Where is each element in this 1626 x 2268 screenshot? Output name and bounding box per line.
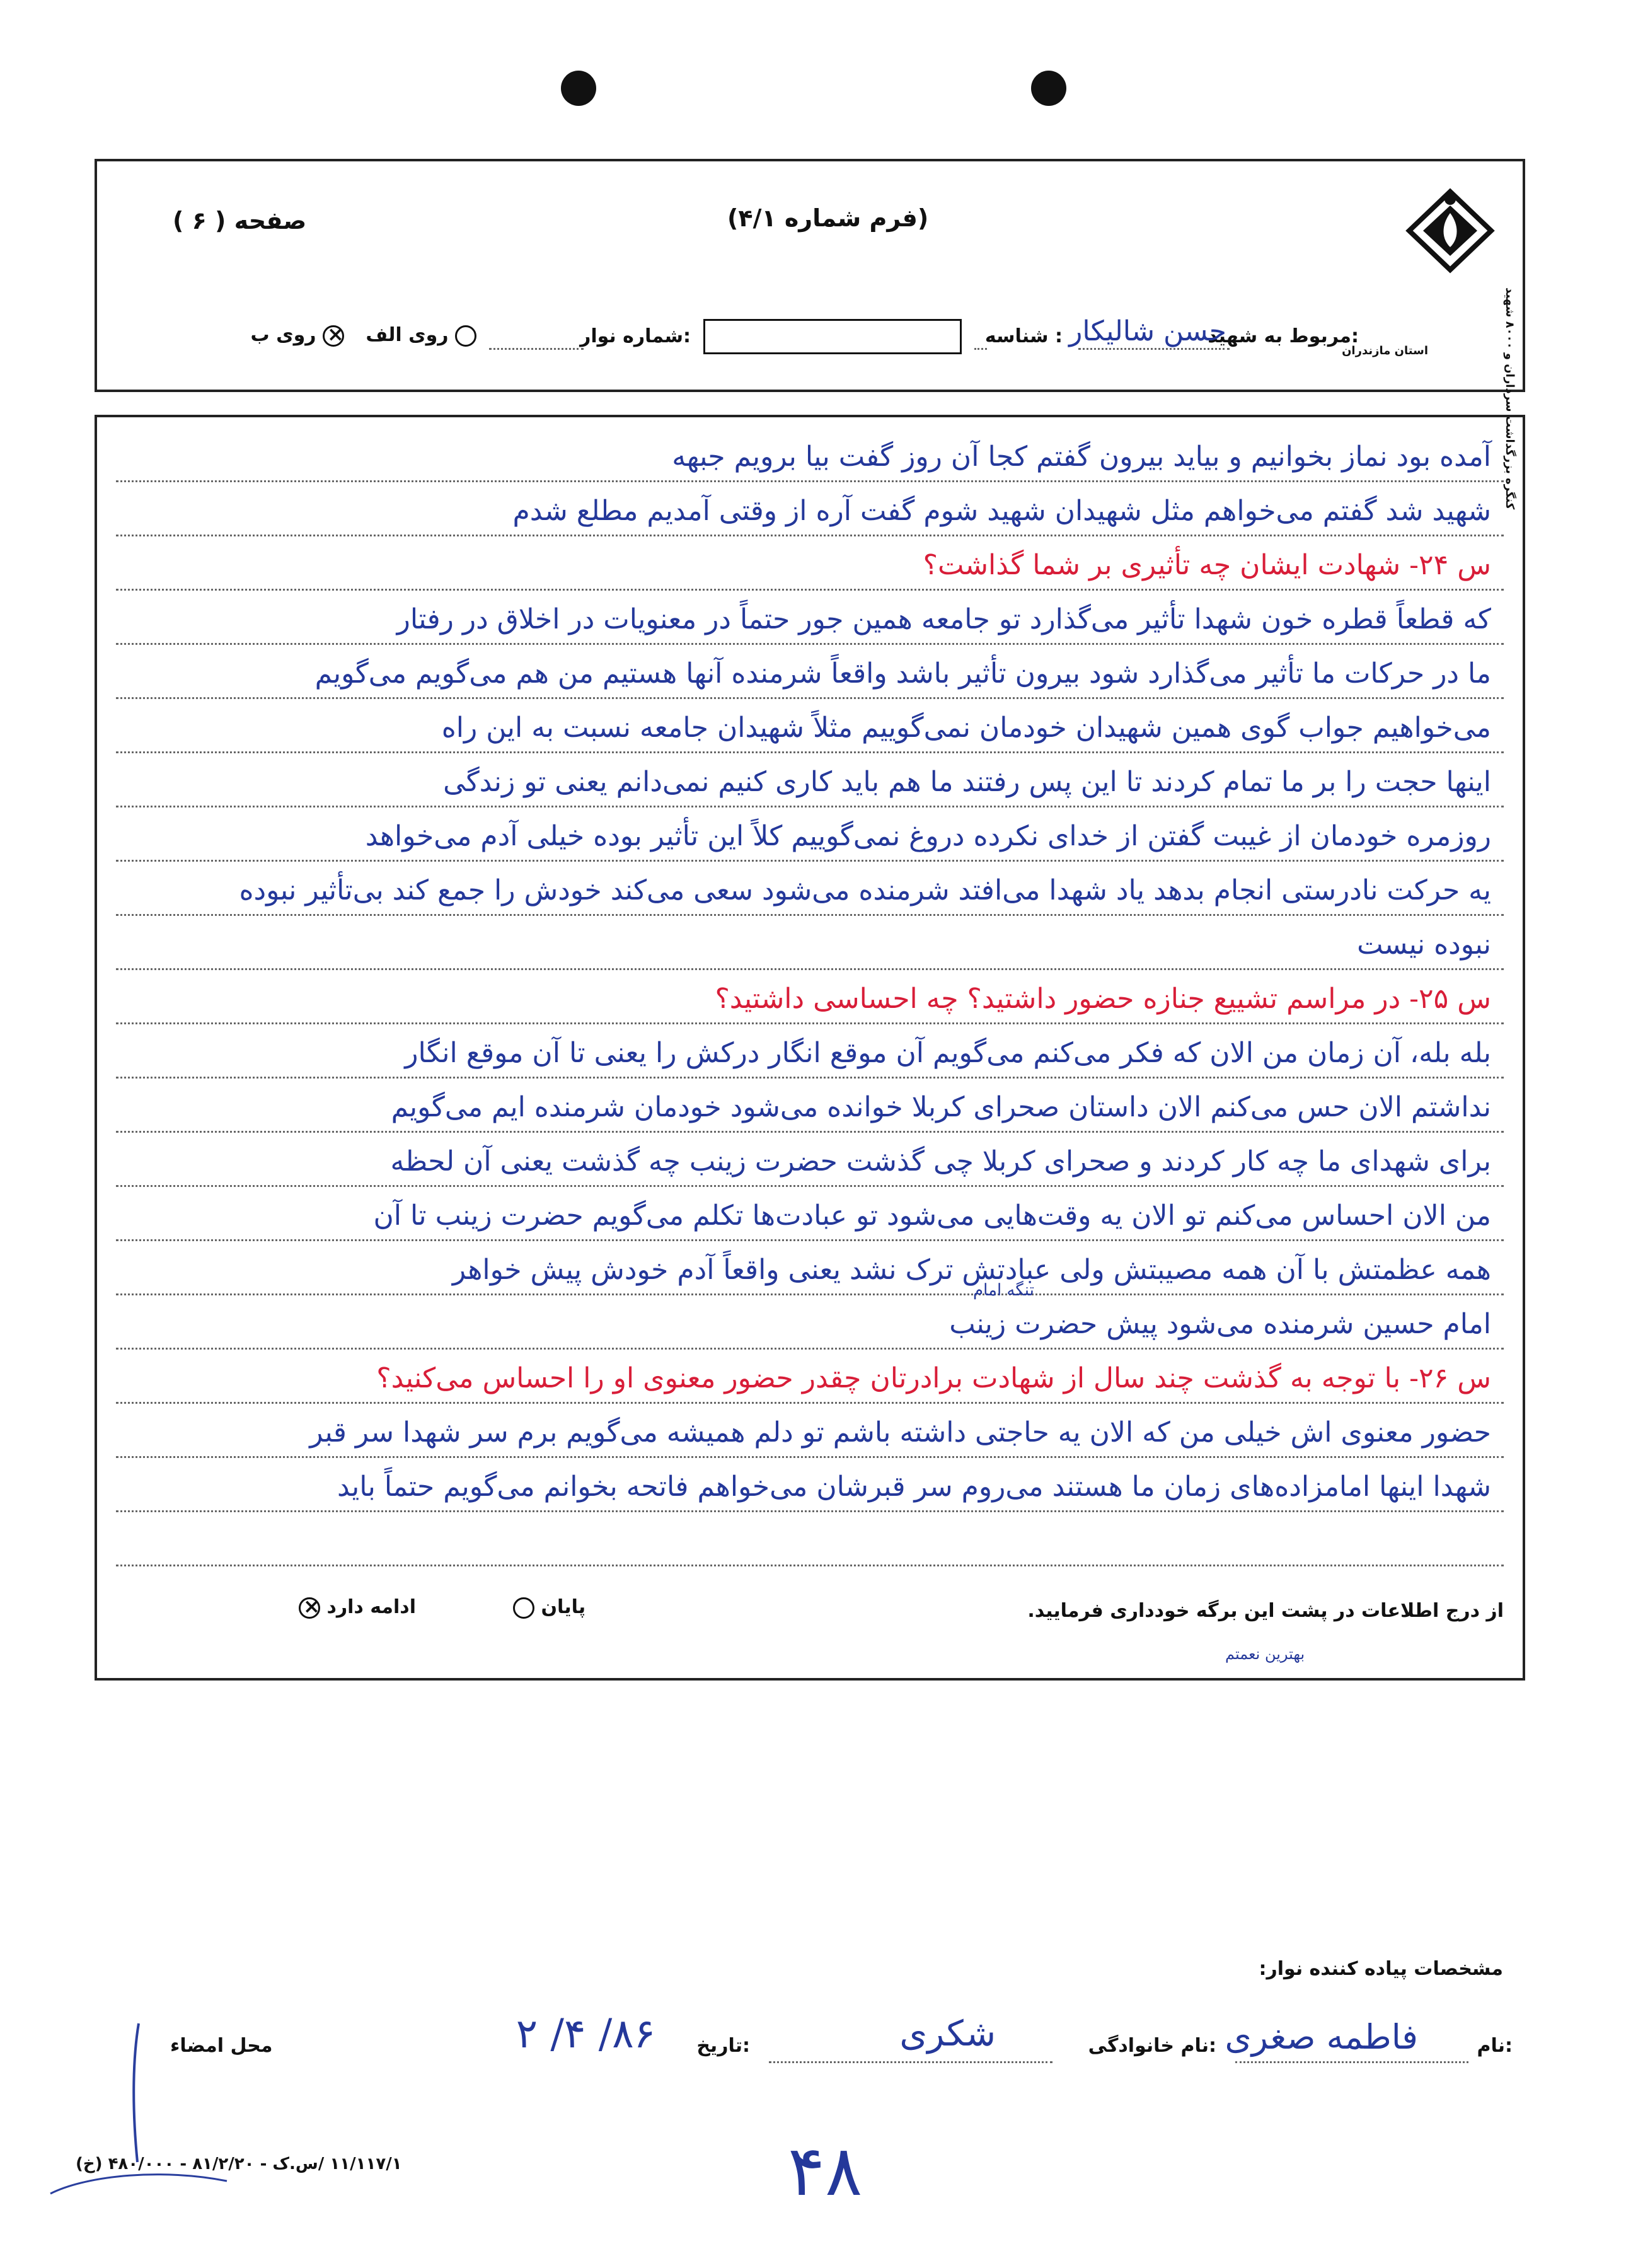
question-line: س ۲۴- شهادت ایشان چه تأثیری بر شما گذاشت؟ xyxy=(116,538,1504,593)
side-b-radio[interactable] xyxy=(323,325,344,347)
body-frame xyxy=(95,415,1525,1681)
punch-hole-right xyxy=(1031,71,1066,106)
date-value: ۸۶/ ۴/ ۲ xyxy=(516,2011,655,2057)
tape-label: شماره نوار: xyxy=(580,325,691,347)
answer-line: اینها حجت را بر ما تمام کردند تا این پس رفتند ما هم باید کاری کنیم نمی‌دانم یعنی تو زندگی xyxy=(116,755,1504,809)
punch-hole-left xyxy=(561,71,596,106)
end-label: پایان xyxy=(541,1596,586,1618)
martyr-label: مربوط به شهید: xyxy=(1208,325,1359,347)
side-a-radio[interactable] xyxy=(455,325,476,347)
transcript-lines xyxy=(116,430,1504,1552)
signature-label: محل امضاء xyxy=(170,2035,273,2057)
continue-radio[interactable] xyxy=(299,1597,320,1619)
first-name: فاطمه صغری xyxy=(1225,2017,1418,2057)
answer-line: برای شهدای ما چه کار کردند و صحرای کربلا چی گذشت حضرت زینب چه گذشت یعنی آن لحظه xyxy=(116,1135,1504,1189)
page-number: ( ۶ ) xyxy=(173,207,226,234)
answer-line: همه عظمتش با آن همه مصیبتش ولی عبادتش ترک نشد یعنی واقعاً آدم خودش پیش خواهر xyxy=(116,1243,1504,1297)
form-code: ۱۱/۱۱۷/۱ /س.ک - ۸۱/۲/۲۰ - ۴۸۰/۰۰۰ (خ) xyxy=(76,2155,402,2173)
answer-line: من الان احساس می‌کنم تو الان یه وقت‌هایی می‌شود تو عبادت‌ها تکلم می‌گویم حضرت زینب تا آن xyxy=(116,1189,1504,1243)
answer-line: ما در حرکات ما تأثیر می‌گذارد شود بیرون تأثیر باشد واقعاً شرمنده آنها هستیم من هم می‌گویم می‌گویم xyxy=(116,647,1504,701)
date-label: تاریخ: xyxy=(696,2035,750,2057)
answer-line: روزمره خودمان از غیبت گفتن از خدای نکرده دروغ نمی‌گوییم کلاً این تأثیر بوده خیلی آدم می‌خواهد xyxy=(116,809,1504,864)
emblem-icon xyxy=(1403,187,1497,294)
tape-maker-row xyxy=(95,2011,1513,2074)
answer-line: بله بله، آن زمان من الان که فکر می‌کنم می‌گویم آن موقع انگار درکش را یعنی تا آن موقع انگار xyxy=(116,1026,1504,1080)
side-b[interactable] xyxy=(251,324,344,347)
tape-maker-title: مشخصات پیاده کننده نوار: xyxy=(1259,1958,1503,1980)
org-logo xyxy=(1403,187,1497,294)
org-name: کنگره بزرگداشت سرداران و ۸۰۰۰ شهید xyxy=(1503,287,1516,510)
side-a[interactable] xyxy=(366,324,476,347)
side-a-label: روی الف xyxy=(366,324,449,346)
family-name: شکری xyxy=(899,2013,996,2054)
name-label: نام: xyxy=(1477,2035,1513,2057)
answer-line: نداشتم الان حس می‌کنم الان داستان صحرای کربلا خوانده می‌شود خودمان شرمنده ایم می‌گویم xyxy=(116,1080,1504,1135)
org-sub: استان مازندران xyxy=(1342,344,1428,357)
answer-line: آمده بود نماز بخوانیم و بیاید بیرون گفتم کجا آن روز گفت بیا برویم جبهه xyxy=(116,430,1504,484)
notice-text: از درج اطلاعات در پشت این برگه خودداری فرمایید. xyxy=(1027,1600,1504,1622)
answer-line: نبوده نیست xyxy=(116,918,1504,972)
page-label xyxy=(173,207,306,234)
martyr-name: حسن شالیکار xyxy=(1069,315,1226,347)
family-label: نام خانوادگی: xyxy=(1088,2035,1216,2057)
answer-line: که قطعاً قطره خون شهدا تأثیر می‌گذارد تو جامعه همین جور حتماً در معنویات در اخلاق در رفتار xyxy=(116,593,1504,647)
insert-note-1: تنگه امام xyxy=(973,1281,1034,1300)
answer-line: یه حرکت نادرستی انجام بدهد یاد شهدا می‌افتد شرمنده می‌شود سعی می‌کند خودش را جمع کند بی‌تأثیر نبوده xyxy=(116,864,1504,918)
question-line: س ۲۶- با توجه به گذشت چند سال از شهادت برادرتان چقدر حضور معنوی او را احساس می‌کنید؟ xyxy=(116,1351,1504,1406)
answer-line: امام حسین شرمنده می‌شود پیش حضرت زینب xyxy=(116,1297,1504,1351)
page-word: صفحه xyxy=(234,207,307,234)
side-b-label: روی ب xyxy=(250,324,316,346)
answer-line: می‌خواهیم جواب گوی همین شهیدان خودمان نمی‌گوییم مثلاً شهیدان جامعه نسبت به این راه xyxy=(116,701,1504,755)
handwritten-number: ۴۸ xyxy=(788,2131,863,2211)
id-row xyxy=(97,315,1359,356)
continue-label: ادامه دارد xyxy=(326,1596,416,1618)
answer-line: شهید شد گفتم می‌خواهم مثل شهیدان شهید شوم گفت آره از وقتی آمدیم مطلع شدم xyxy=(116,484,1504,538)
form-title: (فرم شماره ۴/۱) xyxy=(727,204,929,232)
id-box[interactable] xyxy=(703,319,962,354)
answer-line: شهدا اینها امامزاده‌های زمان ما هستند می‌روم سر قبرشان می‌خواهم فاتحه بخوانم می‌گویم حتماً باید xyxy=(116,1460,1504,1514)
insert-note-2: بهترین نعمتم xyxy=(1225,1645,1305,1663)
id-label: شناسه : xyxy=(984,325,1063,347)
end-radio[interactable] xyxy=(513,1597,534,1619)
answer-line xyxy=(116,1514,1504,1568)
continue-option[interactable] xyxy=(299,1596,416,1619)
answer-line: حضور معنوی اش خیلی من که الان یه حاجتی داشته باشم تو دلم همیشه می‌گویم برم سر شهدا سر قبر xyxy=(116,1406,1504,1460)
end-option[interactable] xyxy=(513,1596,585,1619)
question-line: س ۲۵- در مراسم تشییع جنازه حضور داشتید؟ چه احساسی داشتید؟ xyxy=(116,972,1504,1026)
